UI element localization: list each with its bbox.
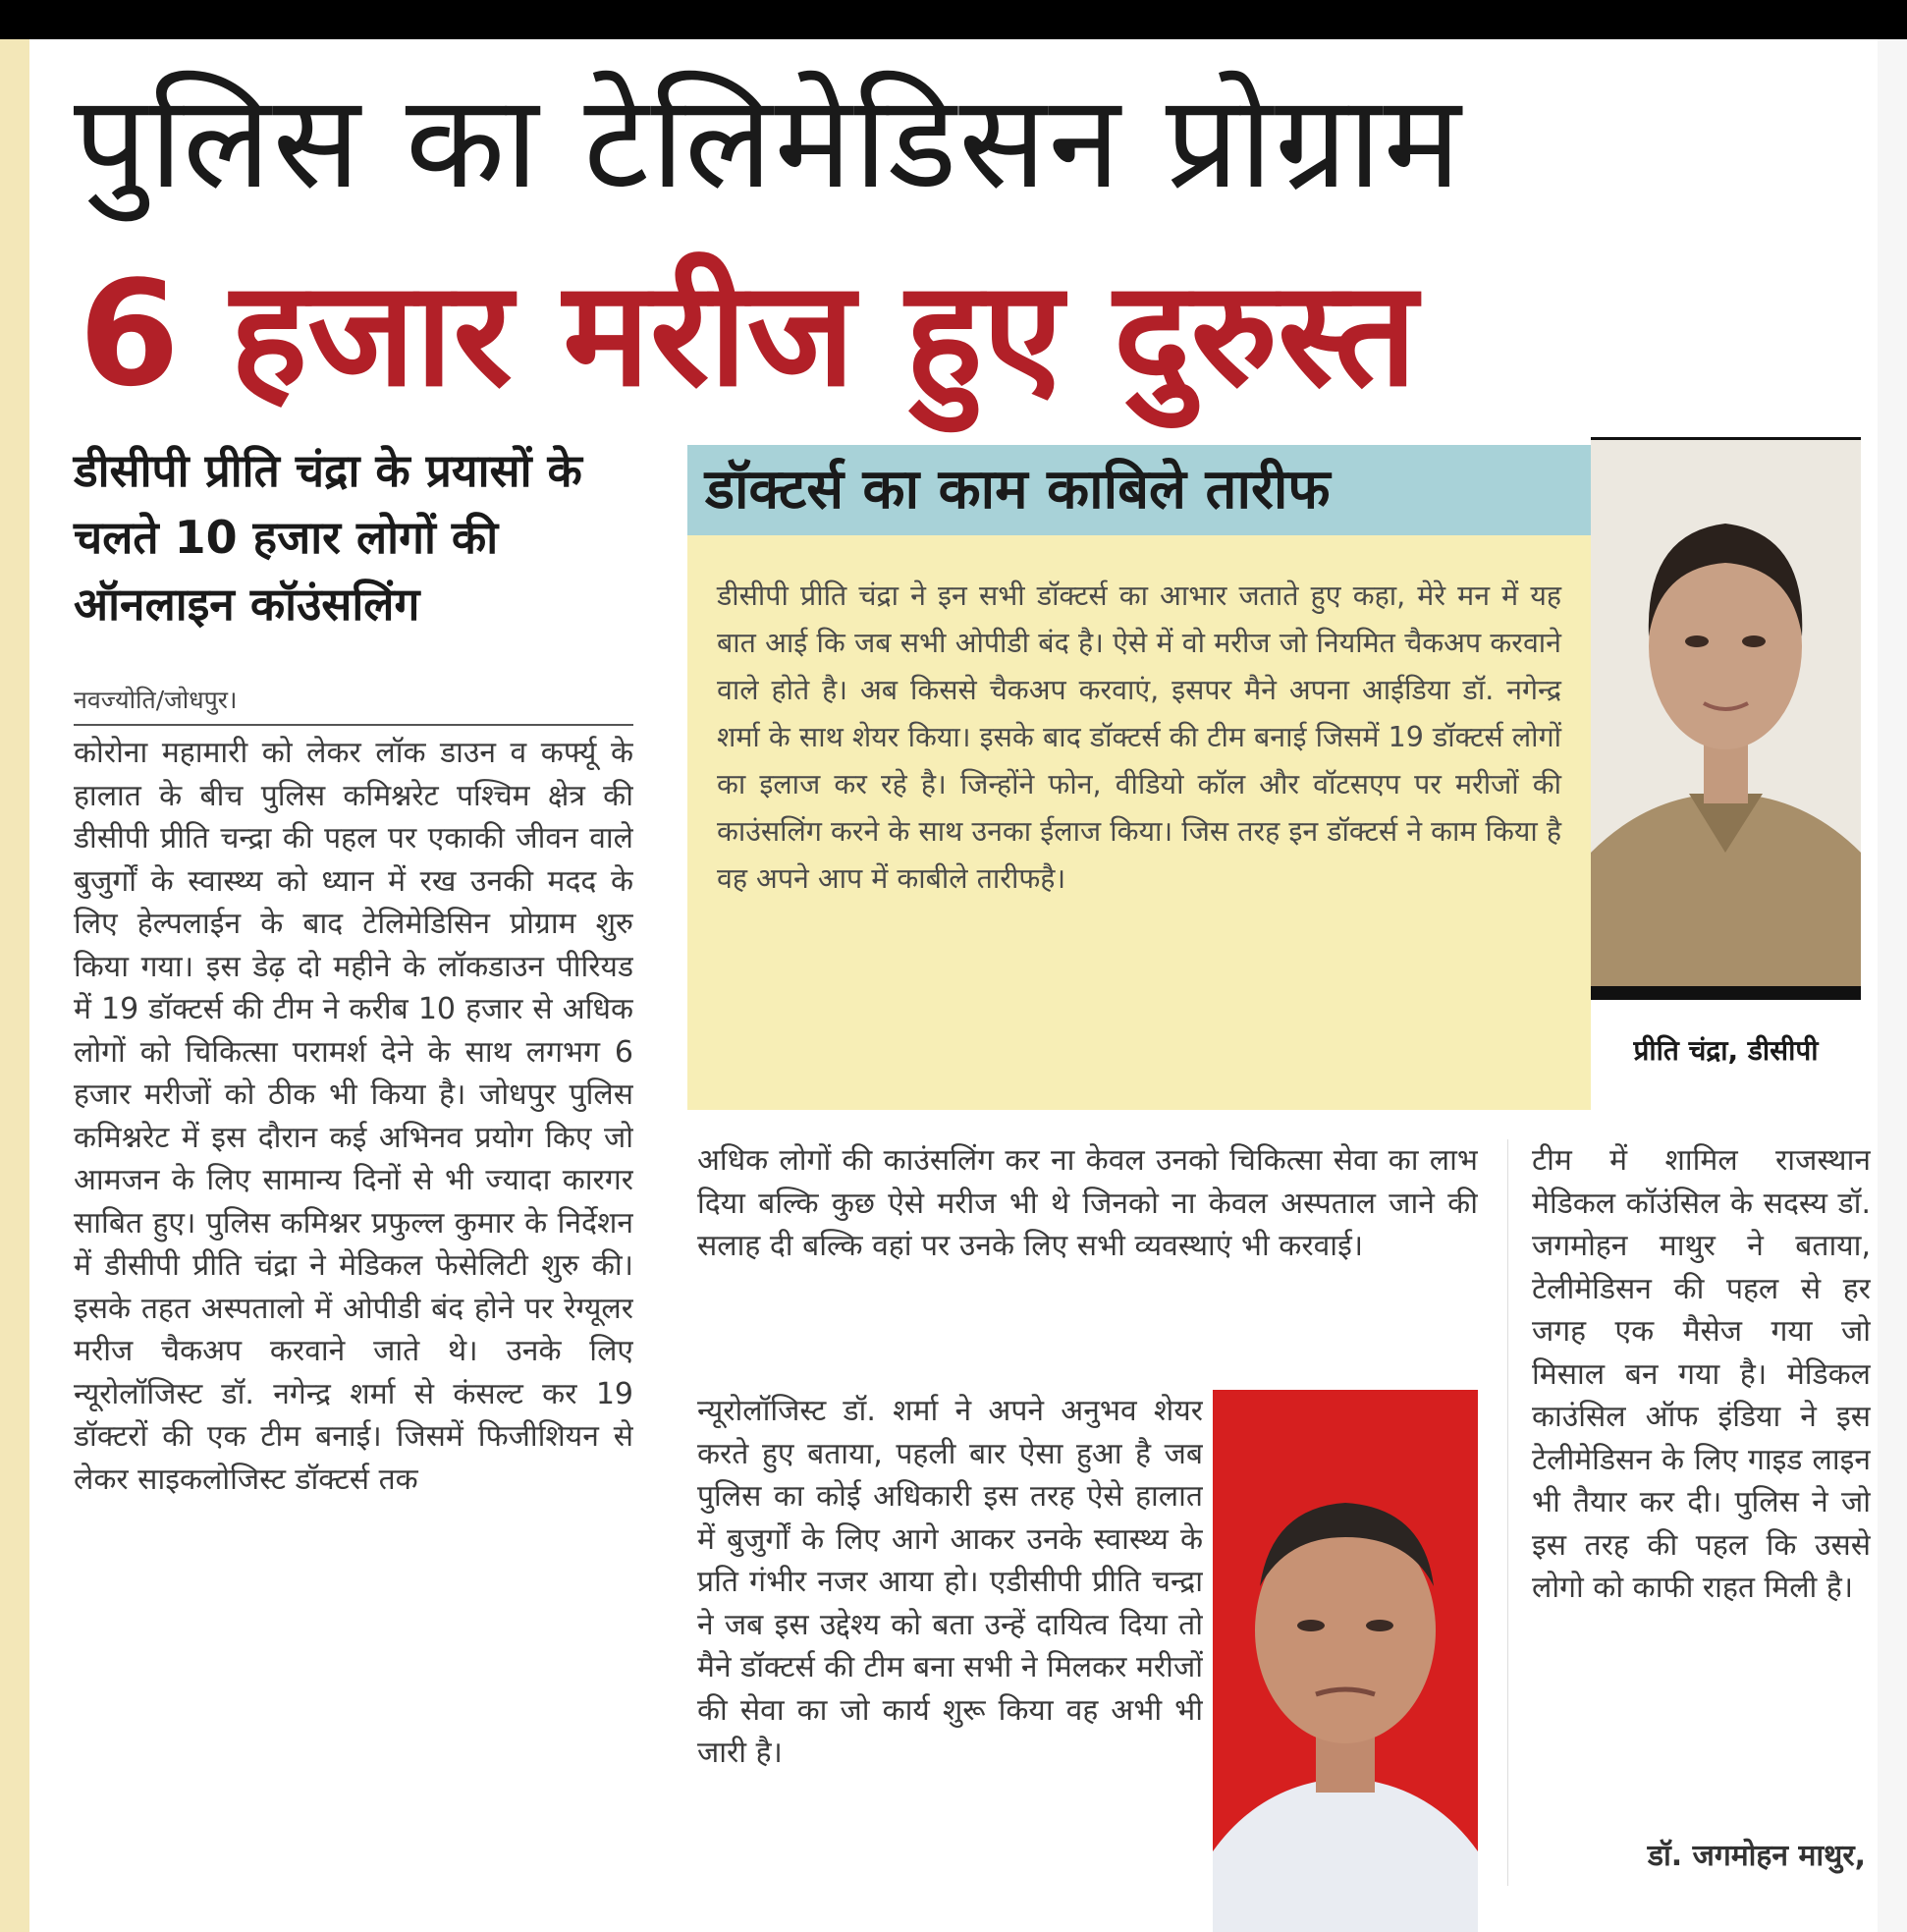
- article-column-1: कोरोना महामारी को लेकर लॉक डाउन व कर्फ्यू के हालात के बीच पुलिस कमिश्नरेट पश्चिम क्षेत्र की डीसीपी प्रीति चन्द्रा की पहल पर एकाकी जीवन वाले बुजुर्गों के स्वास्थ्य को ध्यान में रख उनकी मदद के लिए हेल्पलाईन के बाद टेलिमेडिसिन प्रोग्राम शुरु किया गया। इस डेढ़ दो महीने के लॉकडाउन पीरियड में 19 डॉक्टर्स की टीम ने करीब 10 हजार से अधिक लोगों को चिकित्सा परामर्श देने के साथ लगभग 6 हजार मरीजों को ठीक भी किया है। जोधपुर पुलिस कमिश्नरेट में इस दौरान कई अभिनव प्रयोग किए जो आमजन के लिए सामान्य दिनों से भी ज्यादा कारगर साबित हुए। पुलिस कमिश्नर प्रफुल्ल कुमार के निर्देशन में डीसीपी प्रीति चंद्रा ने मेडिकल फेसेलिटी शुरु की। इसके तहत अस्पतालो में ओपीडी बंद होने पर रेग्यूलर मरीज चैकअप करवाने जाते थे। उनके लिए न्यूरोलॉजिस्ट डॉ. नगेन्द्र शर्मा से कंसल्ट कर 19 डॉक्टरों की एक टीम बनाई। जिसमें फिजीशियन से लेकर साइकलोजिस्ट डॉक्टर्स तक: [74, 736, 633, 1497]
- subheadline: डीसीपी प्रीति चंद्रा के प्रयासों के चलते 10 हजार लोगों की ऑनलाइन कॉउंसलिंग: [74, 444, 582, 631]
- dateline: नवज्योति/जोधपुर।: [74, 683, 633, 726]
- left-page-edge: [0, 39, 29, 1932]
- right-page-edge: [1878, 39, 1907, 1932]
- headline-line-2: 6 हजार मरीज हुए दुरुस्त: [79, 249, 1417, 418]
- article-column-2-top: अधिक लोगों की काउंसलिंग कर ना केवल उनको चिकित्सा सेवा का लाभ दिया बल्कि कुछ ऐसे मरीज भी थे जिनको ना केवल अस्पताल जाने की सलाह दी बल्कि वहां पर उनके लिए सभी व्यवस्थाएं भी करवाई।: [697, 1143, 1478, 1263]
- box-body-text: डीसीपी प्रीति चंद्रा ने इन सभी डॉक्टर्स का आभार जताते हुए कहा, मेरे मन में यह बात आई कि जब सभी ओपीडी बंद है। ऐसे में वो मरीज जो नियमित चैकअप करवाने वाले होते है। अब किससे चैकअप करवाएं, इसपर मैने अपना आईडिया डॉ. नगेन्द्र शर्मा के साथ शेयर किया। इसके बाद डॉक्टर्स की टीम बनाई जिसमें 19 डॉक्टर्स लोगों का इलाज कर रहे है। जिन्होंने फोन, वीडियो कॉल और वॉटसएप पर मरीजों की काउंसलिंग करने के साथ उनका ईलाज किया। जिस तरह इन डॉक्टर्स ने काम किया है वह अपने आप में काबीले तारीफहै।: [687, 535, 1591, 1110]
- top-black-bar: [0, 0, 1907, 39]
- author-signature: डॉ. जगमोहन माथुर,: [1647, 1839, 1866, 1873]
- photo-caption: प्रीति चंद्रा, डीसीपी: [1633, 1034, 1819, 1067]
- article-column-3: टीम में शामिल राजस्थान मेडिकल कॉउंसिल के सदस्य डॉ. जगमोहन माथुर ने बताया, टेलीमेडिसन की पहल से हर जगह एक मैसेज गया जो मिसाल बन गया है। मेडिकल काउंसिल ऑफ इंडिया ने इस टेलीमेडिसन के लिए गाइड लाइन भी तैयार कर दी। पुलिस ने जो इस तरह की पहल कि उससे लोगो को काफी राहत मिली है।: [1532, 1143, 1871, 1605]
- doctor-portrait-photo: [1213, 1390, 1478, 1932]
- column-divider: [1507, 1139, 1508, 1886]
- dcp-portrait-photo: [1591, 437, 1861, 1000]
- box-heading: डॉक्टर्स का काम काबिले तारीफ: [687, 445, 1591, 535]
- article-column-2-bottom: न्यूरोलॉजिस्ट डॉ. शर्मा ने अपने अनुभव शेयर करते हुए बताया, पहली बार ऐसा हुआ है जब पुलिस का कोई अधिकारी इस तरह ऐसे हालात में बुजुर्गों के लिए आगे आकर उनके स्वास्थ्य के प्रति गंभीर नजर आया हो। एडीसीपी प्रीति चन्द्रा ने जब इस उद्देश्य को बता उन्हें दायित्व दिया तो मैने डॉक्टर्स की टीम बना सभी ने मिलकर मरीजों की सेवा का जो कार्य शुरू किया वह अभी भी जारी है।: [697, 1394, 1203, 1770]
- photo-base-bar: [1591, 986, 1861, 1000]
- headline-line-1: पुलिस का टेलिमेडिसन प्रोग्राम: [74, 67, 1463, 218]
